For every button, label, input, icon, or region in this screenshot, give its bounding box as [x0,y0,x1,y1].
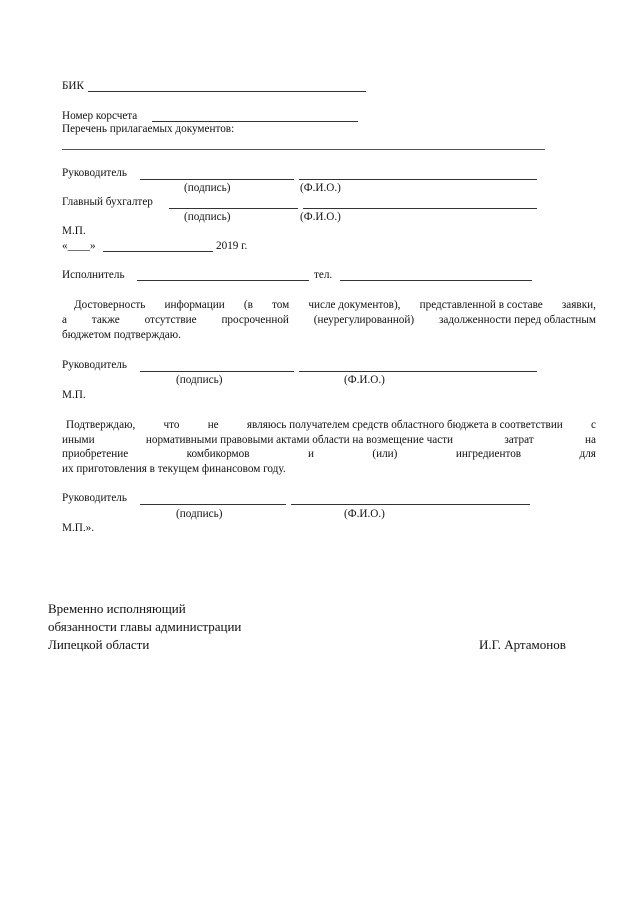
head-name-field[interactable] [299,179,537,180]
name-caption: (Ф.И.О.) [300,211,341,223]
accountant-label: Главный бухгалтер [62,196,153,208]
word: просроченной [221,314,289,326]
word: иными [62,434,95,446]
signatory-title-line-2: обязанности главы администрации [48,619,242,634]
name-caption: (Ф.И.О.) [344,508,385,520]
signature-caption: (подпись) [184,211,231,223]
signature-caption: (подпись) [184,182,231,194]
executor-label: Исполнитель [62,269,125,281]
head-name-field[interactable] [299,371,537,372]
paragraph-2-line-2 [62,433,596,447]
word: числе документов), [308,299,401,311]
documents-label: Перечень прилагаемых документов: [62,123,235,135]
word: Подтверждаю, [66,419,136,431]
signature-caption: (подпись) [176,508,223,520]
word: приобретение [62,448,129,460]
head-signature-field[interactable] [140,371,294,372]
bik-label: БИК [62,80,84,92]
date-month-field[interactable] [103,251,213,252]
corr-account-label: Номер корсчета [62,110,138,122]
signatory-name: И.Г. Артамонов [479,637,566,652]
paragraph-2-line-1 [62,418,596,432]
seal-mark: М.П.». [62,522,95,534]
phone-field[interactable] [340,280,532,281]
accountant-name-field[interactable] [303,208,537,209]
name-caption: (Ф.И.О.) [300,182,341,194]
word: том [272,299,290,311]
word: (в [243,299,253,311]
date-day: «____» [62,240,96,252]
word: на [585,434,596,446]
word: Достоверность [74,299,146,311]
word: комбикормов [186,448,250,460]
name-caption: (Ф.И.О.) [344,374,385,386]
phone-label: тел. [314,269,333,281]
word: ингредиентов [455,448,522,460]
word: информации [164,299,225,311]
seal-mark: М.П. [62,389,86,401]
head-name-field[interactable] [291,504,530,505]
paragraph-1-line-2 [62,313,596,327]
word: задолженности перед областным [438,314,596,326]
head-label: Руководитель [62,167,127,179]
executor-field[interactable] [137,280,309,281]
paragraph-2-line-4: их приготовления в текущем финансовом году. [62,463,286,475]
signatory-title-line-1: Временно исполняющий [48,601,186,616]
word: (неурегулированной) [313,314,415,326]
bik-field[interactable] [88,91,366,92]
documents-line[interactable] [62,149,545,150]
word: представленной в составе [419,299,543,311]
paragraph-1-line-1 [62,298,596,312]
word: для [579,448,596,460]
word: также [91,314,120,326]
signatory-title-line-3: Липецкой области [48,637,150,652]
head-signature-field[interactable] [140,504,286,505]
word: (или) [372,448,398,460]
head-signature-field[interactable] [140,179,294,180]
word: что [163,419,180,431]
seal-mark: М.П. [62,225,86,237]
word: нормативными правовыми актами области на возмещение части [145,434,454,446]
word: отсутствие [144,314,197,326]
head-label: Руководитель [62,492,127,504]
word: являюсь получателем средств областного бюджета в соответствии [246,419,563,431]
word: заявки, [561,299,596,311]
accountant-signature-field[interactable] [169,208,298,209]
date-year: 2019 г. [216,240,248,252]
word: затрат [504,434,534,446]
word: а [62,314,67,326]
head-label: Руководитель [62,359,127,371]
paragraph-1-line-3: бюджетом подтверждаю. [62,329,181,341]
word: не [207,419,219,431]
word: и [307,448,314,460]
signature-caption: (подпись) [176,374,223,386]
word: с [591,419,596,431]
paragraph-2-line-3 [62,447,596,461]
